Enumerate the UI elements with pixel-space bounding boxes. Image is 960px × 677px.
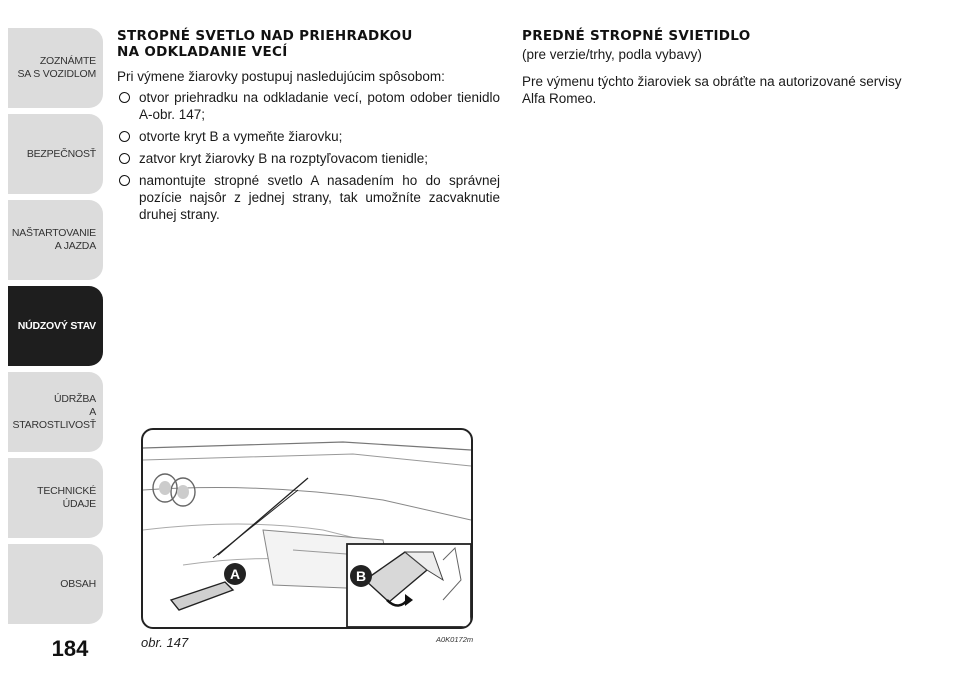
step-text: zatvor kryt žiarovky B na rozptyľovacom tienidle; (139, 151, 429, 166)
bullet-icon (119, 153, 130, 164)
page-number: 184 (51, 636, 89, 661)
tab-udrzba[interactable]: ÚDRŽBA A STAROSTLIVOSŤ (8, 372, 103, 452)
body-text: Pre výmenu týchto žiaroviek sa obráťte na autorizované servisy Alfa Romeo. (522, 74, 902, 106)
list-item (117, 89, 500, 123)
intro-text: Pri výmene žiarovky postupuj nasledujúcim spôsobom: (117, 69, 445, 84)
steps-list (117, 89, 500, 223)
tab-obsah[interactable]: OBSAH (8, 544, 103, 624)
tab-nudzovy-stav[interactable]: NÚDZOVÝ STAV (8, 286, 103, 366)
figure-caption: obr. 147 (141, 635, 189, 650)
label-b: B (355, 568, 367, 584)
tab-bezpecnost[interactable]: BEZPEČNOSŤ (8, 114, 103, 194)
right-column (522, 28, 922, 107)
section-title-line1: STROPNÉ SVETLO NAD PRIEHRADKOU (117, 28, 413, 44)
bullet-icon (119, 92, 130, 103)
section-title-line2: NA ODKLADANIE VECÍ (117, 44, 288, 60)
tab-technicke-udaje[interactable]: TECHNICKÉ ÚDAJE (8, 458, 103, 538)
step-text: otvorte kryt B a vymeňte žiarovku; (139, 129, 343, 144)
sidebar-nav (0, 28, 104, 633)
step-text: otvor priehradku na odkladanie vecí, potom odober tienidlo A-obr. 147; (139, 90, 500, 122)
section-subtitle: (pre verzie/trhy, podla vybavy) (522, 47, 702, 62)
glovebox-illustration (143, 430, 471, 627)
step-text: namontujte stropné svetlo A nasadením ho do správnej pozície najsôr z jednej strany, tak umožníte zacvaknutie druhej strany. (139, 173, 500, 222)
list-item (117, 128, 500, 145)
section-title-front-light: PREDNÉ STROPNÉ SVIETIDLO (522, 28, 751, 44)
left-column (117, 28, 500, 228)
tab-zoznamte[interactable]: ZOZNÁMTE SA S VOZIDLOM (8, 28, 103, 108)
label-a: A (229, 566, 241, 582)
section-title (117, 28, 500, 60)
list-item (117, 172, 500, 223)
figure-illustration (141, 428, 473, 629)
figure-code: A0K0172m (436, 635, 474, 644)
bullet-icon (119, 131, 130, 142)
tab-nastartovanie[interactable]: NAŠTARTOVANIE A JAZDA (8, 200, 103, 280)
list-item (117, 150, 500, 167)
bullet-icon (119, 175, 130, 186)
